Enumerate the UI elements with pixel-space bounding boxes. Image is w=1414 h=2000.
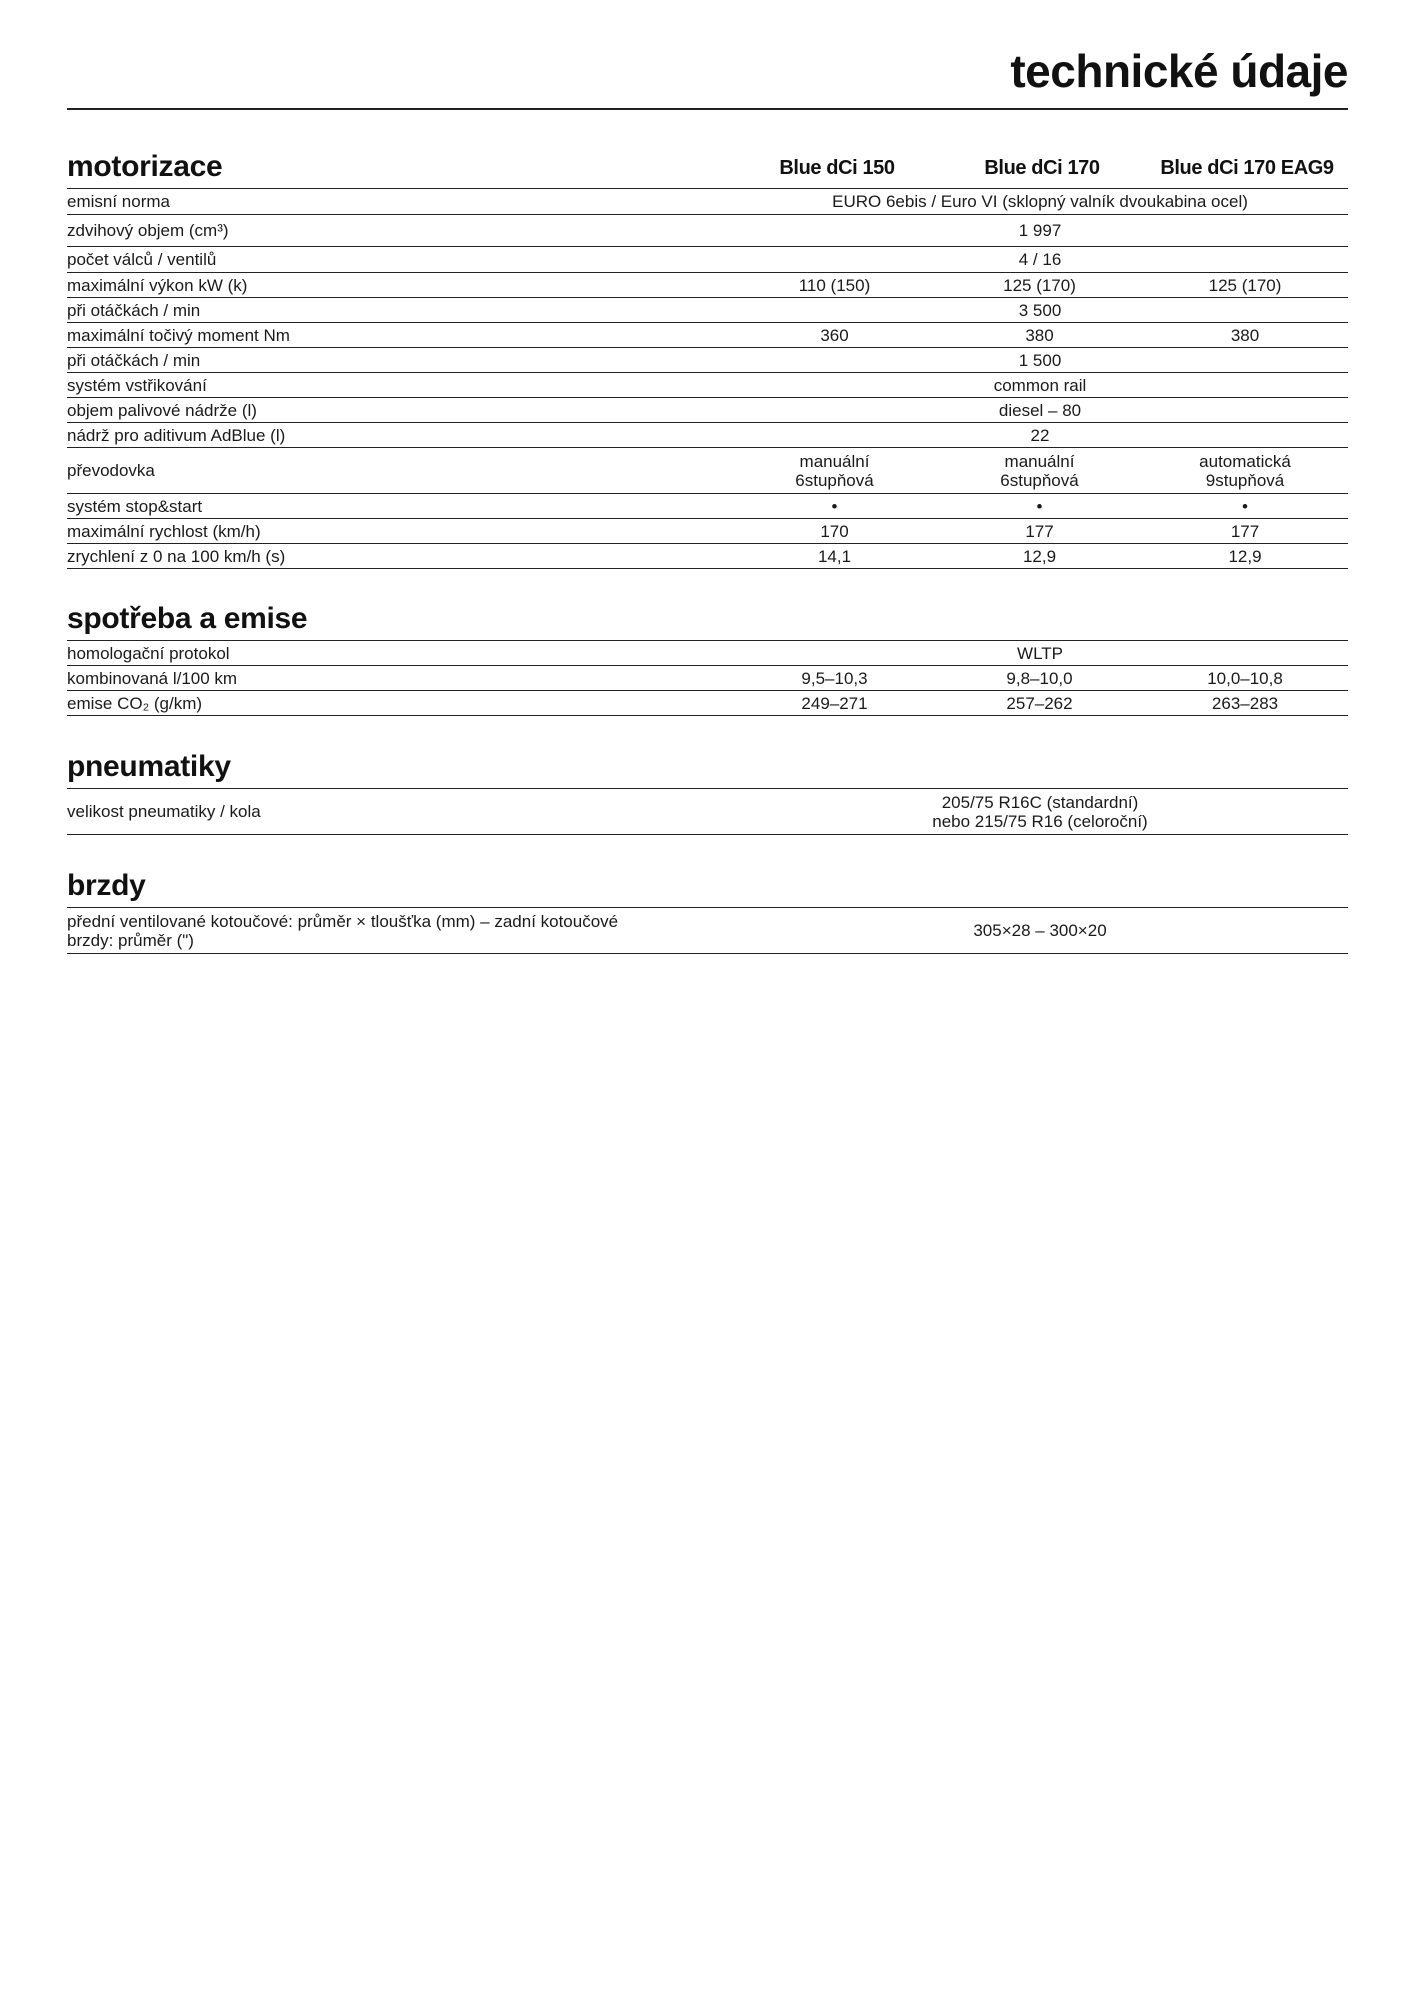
table-row xyxy=(67,448,1348,494)
column-header-blue-dci-170: Blue dCi 170 xyxy=(984,157,1100,179)
table-row xyxy=(67,373,1348,398)
value-gearbox-150 xyxy=(732,448,937,494)
row-label-gearbox: převodovka xyxy=(67,448,732,494)
row-label-stopstart: systém stop&start xyxy=(67,494,732,519)
section-title-spotreba: spotřeba a emise xyxy=(67,602,308,635)
section-header xyxy=(67,865,1348,907)
section-motorizace xyxy=(67,146,1348,569)
value-max-speed-170-eag9: 177 xyxy=(1142,519,1348,544)
value-gearbox-170-eag9 xyxy=(1142,448,1348,494)
value-adblue: 22 xyxy=(732,423,1348,448)
tire-size-standard: 205/75 R16C (standardní) xyxy=(941,792,1139,812)
row-label-co2: emise CO₂ (g/km) xyxy=(67,691,732,716)
row-label-tire-size: velikost pneumatiky / kola xyxy=(67,789,732,835)
gearbox-gears: 6stupňová xyxy=(1000,470,1079,490)
section-title-brzdy: brzdy xyxy=(67,869,146,902)
section-pneumatiky xyxy=(67,746,1348,835)
value-injection: common rail xyxy=(732,373,1348,398)
section-header xyxy=(67,598,1348,640)
table-row xyxy=(67,666,1348,691)
gearbox-type: manuální xyxy=(799,451,870,471)
value-displacement: 1 997 xyxy=(732,215,1348,247)
row-label-power-rpm: při otáčkách / min xyxy=(67,298,732,323)
value-torque-170-eag9: 380 xyxy=(1142,323,1348,348)
bullet-icon: • xyxy=(937,494,1142,519)
gearbox-type: automatická xyxy=(1199,451,1291,471)
section-title-motorizace: motorizace xyxy=(67,150,223,183)
row-label-cylinders: počet válců / ventilů xyxy=(67,247,732,273)
table-row xyxy=(67,908,1348,954)
table-pneumatiky xyxy=(67,788,1348,835)
column-header-blue-dci-170-eag9: Blue dCi 170 EAG9 xyxy=(1160,157,1334,179)
row-label-injection: systém vstřikování xyxy=(67,373,732,398)
row-label-max-speed: maximální rychlost (km/h) xyxy=(67,519,732,544)
table-row xyxy=(67,423,1348,448)
value-accel-170: 12,9 xyxy=(937,544,1142,569)
gearbox-type: manuální xyxy=(1004,451,1075,471)
table-row xyxy=(67,323,1348,348)
value-power-170-eag9: 125 (170) xyxy=(1142,273,1348,298)
row-label-protocol: homologační protokol xyxy=(67,641,732,666)
value-accel-170-eag9: 12,9 xyxy=(1142,544,1348,569)
row-label-combined: kombinovaná l/100 km xyxy=(67,666,732,691)
gearbox-gears: 9stupňová xyxy=(1205,470,1285,490)
value-co2-150: 249–271 xyxy=(732,691,937,716)
value-torque-150: 360 xyxy=(732,323,937,348)
table-row xyxy=(67,519,1348,544)
title-divider xyxy=(67,108,1348,110)
table-row xyxy=(67,215,1348,247)
value-tire-size xyxy=(732,789,1348,835)
value-max-speed-170: 177 xyxy=(937,519,1142,544)
value-power-170: 125 (170) xyxy=(937,273,1142,298)
value-accel-150: 14,1 xyxy=(732,544,937,569)
table-row xyxy=(67,641,1348,666)
table-row xyxy=(67,789,1348,835)
row-label-power: maximální výkon kW (k) xyxy=(67,273,732,298)
section-header xyxy=(67,746,1348,788)
bullet-icon: • xyxy=(732,494,937,519)
table-spotreba xyxy=(67,640,1348,716)
value-combined-170: 9,8–10,0 xyxy=(937,666,1142,691)
row-label-accel: zrychlení z 0 na 100 km/h (s) xyxy=(67,544,732,569)
table-row xyxy=(67,398,1348,423)
value-combined-150: 9,5–10,3 xyxy=(732,666,937,691)
bullet-icon: • xyxy=(1142,494,1348,519)
value-gearbox-170 xyxy=(937,448,1142,494)
row-label-brakes xyxy=(67,908,732,954)
value-combined-170-eag9: 10,0–10,8 xyxy=(1142,666,1348,691)
table-row xyxy=(67,247,1348,273)
value-tank: diesel – 80 xyxy=(732,398,1348,423)
section-spotreba xyxy=(67,598,1348,716)
brakes-label-line2: brzdy: průměr (") xyxy=(67,930,194,950)
table-row xyxy=(67,189,1348,215)
value-emission: EURO 6ebis / Euro VI (sklopný valník dvoukabina ocel) xyxy=(732,189,1348,215)
value-torque-rpm: 1 500 xyxy=(732,348,1348,373)
row-label-torque: maximální točivý moment Nm xyxy=(67,323,732,348)
row-label-displacement: zdvihový objem (cm³) xyxy=(67,215,732,247)
section-brzdy xyxy=(67,865,1348,954)
value-cylinders: 4 / 16 xyxy=(732,247,1348,273)
value-power-rpm: 3 500 xyxy=(732,298,1348,323)
table-row xyxy=(67,348,1348,373)
value-max-speed-150: 170 xyxy=(732,519,937,544)
row-label-emission: emisní norma xyxy=(67,189,732,215)
column-header-blue-dci-150: Blue dCi 150 xyxy=(779,157,895,179)
table-row xyxy=(67,691,1348,716)
section-title-pneumatiky: pneumatiky xyxy=(67,750,231,783)
table-row xyxy=(67,494,1348,519)
value-torque-170: 380 xyxy=(937,323,1142,348)
section-header xyxy=(67,146,1348,188)
table-brzdy xyxy=(67,907,1348,954)
page-title: technické údaje xyxy=(1010,45,1348,97)
table-motorizace xyxy=(67,188,1348,569)
row-label-tank: objem palivové nádrže (l) xyxy=(67,398,732,423)
table-row xyxy=(67,273,1348,298)
value-power-150: 110 (150) xyxy=(732,273,937,298)
value-protocol: WLTP xyxy=(732,641,1348,666)
value-co2-170-eag9: 263–283 xyxy=(1142,691,1348,716)
row-label-torque-rpm: při otáčkách / min xyxy=(67,348,732,373)
row-label-adblue: nádrž pro aditivum AdBlue (l) xyxy=(67,423,732,448)
tire-size-allseason: nebo 215/75 R16 (celoroční) xyxy=(932,811,1148,831)
table-row xyxy=(67,544,1348,569)
gearbox-gears: 6stupňová xyxy=(795,470,874,490)
value-co2-170: 257–262 xyxy=(937,691,1142,716)
value-brakes: 305×28 – 300×20 xyxy=(732,908,1348,954)
brakes-label-line1: přední ventilované kotoučové: průměr × tloušťka (mm) – zadní kotoučové xyxy=(67,911,619,931)
table-row xyxy=(67,298,1348,323)
